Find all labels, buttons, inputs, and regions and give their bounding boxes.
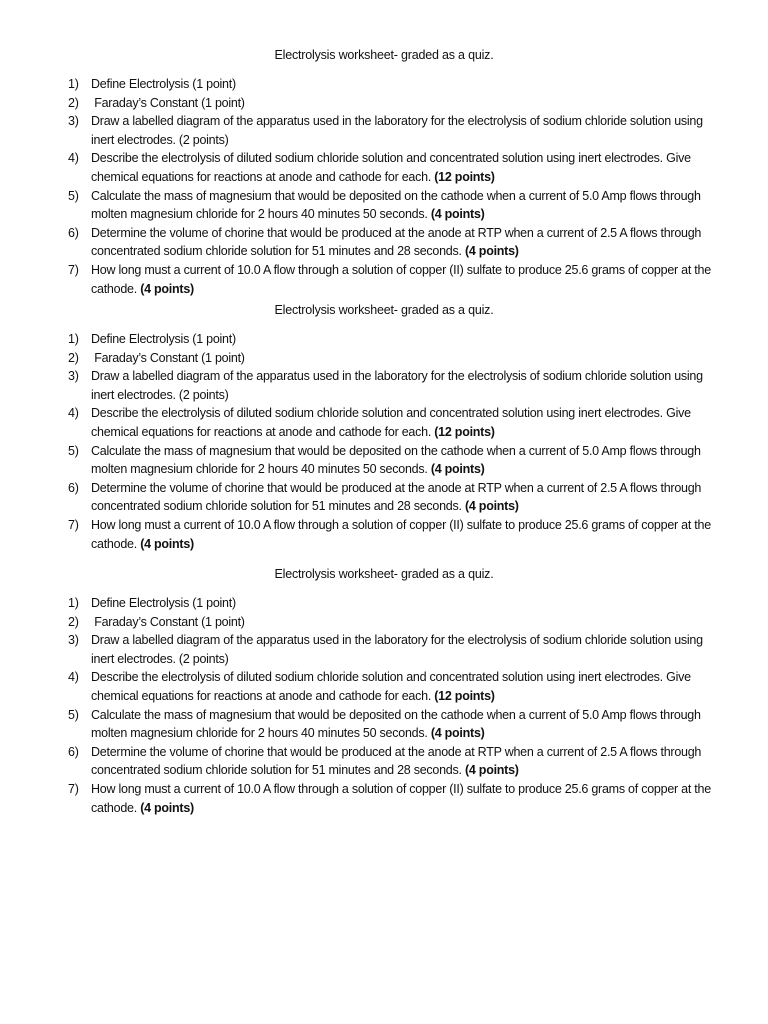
question-text: Calculate the mass of magnesium that would be deposited on the cathode when a current of 5.0 Amp flows through molten magnesium chloride for 2 hours 40 minutes 50 seconds. [91, 188, 701, 222]
question-text: Describe the electrolysis of diluted sodium chloride solution and concentrated solution using inert electrodes. Give chemical equations for reactions at anode and cathode for each. [91, 670, 691, 703]
question-text: Calculate the mass of magnesium that would be deposited on the cathode when a current of 5.0 Amp flows through molten magnesium chloride for 2 hours 40 minutes 50 seconds. [91, 443, 701, 477]
question-text: Describe the electrolysis of diluted sodium chloride solution and concentrated solution using inert electrodes. Give chemical equations for reactions at anode and cathode for each. [91, 151, 691, 184]
question-points: (4 points) [464, 499, 519, 514]
question-number: 6) [68, 744, 79, 759]
question-number: 1) [68, 596, 79, 610]
question-list [0, 75, 768, 298]
question-item [0, 75, 768, 94]
question-item [0, 594, 768, 613]
question-text: Draw a labelled diagram of the apparatus used in the laboratory for the electrolysis of sodium chloride solution using inert electrodes. (2 points) [91, 369, 703, 402]
question-number: 5) [68, 443, 79, 458]
question-list [0, 594, 768, 817]
question-number: 6) [68, 225, 79, 240]
question-points: (12 points) [434, 424, 495, 439]
question-item [0, 613, 768, 632]
worksheet-title: Electrolysis worksheet- graded as a quiz. [274, 567, 494, 581]
question-item [0, 112, 768, 149]
question-points: (4 points) [140, 800, 194, 815]
question-points: (4 points) [430, 207, 485, 222]
question-number: 2) [68, 95, 79, 110]
question-item [0, 442, 768, 479]
question-points: (12 points) [434, 169, 495, 184]
question-points: (4 points) [430, 462, 485, 477]
question-text: How long must a current of 10.0 A flow through a solution of copper (II) sulfate to produce 25.6 grams of copper at the cathode. [91, 262, 711, 296]
question-number: 3) [68, 369, 79, 384]
question-number: 1) [68, 332, 79, 346]
question-number: 5) [68, 707, 79, 722]
question-text: Determine the volume of chorine that would be produced at the anode at RTP when a current of 2.5 A flows through concentrated sodium chloride solution for 51 minutes and 28 seconds. [91, 480, 702, 514]
question-points: (4 points) [464, 763, 519, 778]
worksheet-title: Electrolysis worksheet- graded as a quiz. [274, 48, 494, 62]
question-number: 7) [68, 517, 79, 532]
question-list [0, 330, 768, 553]
question-points: (4 points) [430, 726, 485, 741]
question-item [0, 330, 768, 349]
question-points: (4 points) [140, 536, 194, 551]
question-item [0, 743, 768, 780]
question-item [0, 367, 768, 404]
question-text: Describe the electrolysis of diluted sodium chloride solution and concentrated solution using inert electrodes. Give chemical equations for reactions at anode and cathode for each. [91, 406, 691, 439]
question-item [0, 349, 768, 368]
question-item [0, 149, 768, 186]
question-number: 4) [68, 406, 79, 421]
question-number: 6) [68, 480, 79, 495]
question-number: 2) [68, 614, 79, 629]
question-item [0, 516, 768, 553]
question-number: 7) [68, 262, 79, 277]
question-text: Define Electrolysis (1 point) [91, 77, 236, 91]
question-text: Determine the volume of chorine that would be produced at the anode at RTP when a current of 2.5 A flows through concentrated sodium chloride solution for 51 minutes and 28 seconds. [91, 225, 702, 259]
question-number: 3) [68, 114, 79, 129]
question-text: Define Electrolysis (1 point) [91, 332, 236, 346]
question-text: Define Electrolysis (1 point) [91, 596, 236, 610]
question-points: (4 points) [464, 244, 519, 259]
question-text: Faraday’s Constant (1 point) [91, 95, 245, 110]
question-item [0, 94, 768, 113]
question-text: Draw a labelled diagram of the apparatus used in the laboratory for the electrolysis of sodium chloride solution using inert electrodes. (2 points) [91, 633, 703, 666]
question-item [0, 668, 768, 705]
question-text: Faraday’s Constant (1 point) [91, 614, 245, 629]
question-item [0, 187, 768, 224]
question-item [0, 780, 768, 817]
question-item [0, 261, 768, 298]
worksheet-title: Electrolysis worksheet- graded as a quiz. [274, 303, 494, 317]
question-text: Calculate the mass of magnesium that would be deposited on the cathode when a current of 5.0 Amp flows through molten magnesium chloride for 2 hours 40 minutes 50 seconds. [91, 707, 701, 741]
question-number: 2) [68, 350, 79, 365]
question-item [0, 631, 768, 668]
question-item [0, 224, 768, 261]
question-text: Draw a labelled diagram of the apparatus used in the laboratory for the electrolysis of sodium chloride solution using inert electrodes. (2 points) [91, 114, 703, 147]
question-text: How long must a current of 10.0 A flow through a solution of copper (II) sulfate to produce 25.6 grams of copper at the cathode. [91, 781, 711, 815]
question-item [0, 404, 768, 441]
question-number: 4) [68, 670, 79, 685]
question-number: 1) [68, 77, 79, 91]
question-text: Determine the volume of chorine that would be produced at the anode at RTP when a current of 2.5 A flows through concentrated sodium chloride solution for 51 minutes and 28 seconds. [91, 744, 702, 778]
question-number: 3) [68, 633, 79, 648]
question-number: 7) [68, 781, 79, 796]
question-item [0, 706, 768, 743]
question-number: 5) [68, 188, 79, 203]
question-points: (12 points) [434, 688, 495, 703]
question-points: (4 points) [140, 281, 194, 296]
question-number: 4) [68, 151, 79, 166]
question-text: How long must a current of 10.0 A flow through a solution of copper (II) sulfate to produce 25.6 grams of copper at the cathode. [91, 517, 711, 551]
question-text: Faraday’s Constant (1 point) [91, 350, 245, 365]
question-item [0, 479, 768, 516]
